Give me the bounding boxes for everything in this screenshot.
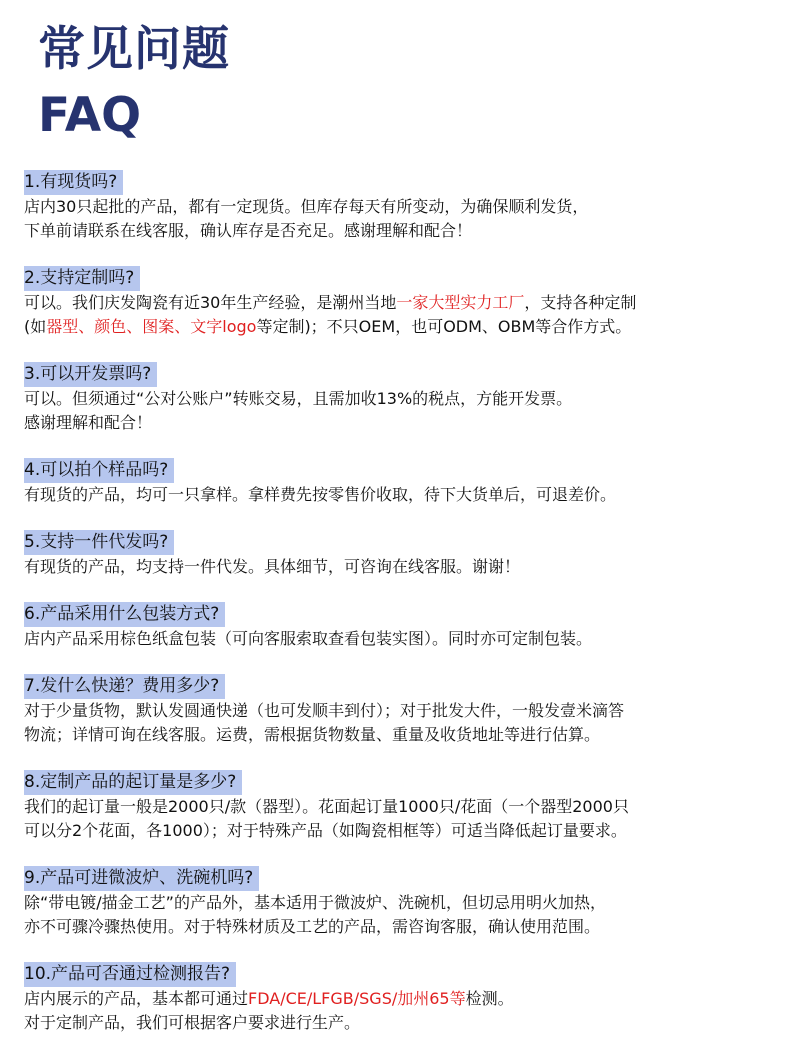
page-title: 常见问题 xyxy=(38,22,230,77)
answer-text: 店内展示的产品，基本都可通过 xyxy=(24,989,249,1008)
faq-question: 9.产品可进微波炉、洗碗机吗? xyxy=(24,866,259,891)
faq-answer-line xyxy=(24,219,794,243)
answer-text: 可以。我们庆发陶瓷有近30年生产经验，是潮州当地 xyxy=(24,293,397,312)
faq-question: 5.支持一件代发吗? xyxy=(24,530,174,555)
faq-answer-line xyxy=(24,699,794,723)
answer-text: 有现货的产品，均支持一件代发。具体细节，可咨询在线客服。谢谢！ xyxy=(24,557,521,576)
faq-answer-line xyxy=(24,483,794,507)
faq-question: 3.可以开发票吗? xyxy=(24,362,157,387)
faq-answer-line xyxy=(24,819,794,843)
faq-item xyxy=(24,602,794,651)
faq-answer-line xyxy=(24,723,794,747)
answer-text: 我们的起订量一般是2000只/款（器型）。花面起订量1000只/花面（一个器型2000只 xyxy=(24,797,629,816)
faq-item xyxy=(24,266,794,339)
answer-text: ，支持各种定制 xyxy=(524,293,637,312)
answer-text: 感谢理解和配合！ xyxy=(24,413,153,432)
faq-answer-line xyxy=(24,627,794,651)
answer-text: 店内30只起批的产品，都有一定现货。但库存每天有所变动，为确保顺利发货， xyxy=(24,197,589,216)
answer-text: 对于少量货物，默认发圆通快递（也可发顺丰到付）；对于批发大件，一般发壹米滴答 xyxy=(24,701,625,720)
answer-text: 除“带电镀/描金工艺”的产品外，基本适用于微波炉、洗碗机，但切忌用明火加热， xyxy=(24,893,606,912)
faq-item xyxy=(24,770,794,843)
faq-question: 6.产品采用什么包装方式? xyxy=(24,602,225,627)
faq-item xyxy=(24,674,794,747)
faq-answer-line xyxy=(24,411,794,435)
answer-text: 亦不可骤冷骤热使用。对于特殊材质及工艺的产品，需咨询客服，确认使用范围。 xyxy=(24,917,601,936)
faq-answer-line xyxy=(24,987,794,1011)
highlight-text: 器型、颜色、图案、文字logo xyxy=(46,317,257,336)
faq-question: 7.发什么快递？费用多少? xyxy=(24,674,225,699)
page-header xyxy=(38,20,230,146)
answer-text: 可以分2个花面，各1000）；对于特殊产品（如陶瓷相框等）可适当降低起订量要求。 xyxy=(24,821,627,840)
faq-answer-line xyxy=(24,1011,794,1035)
answer-text: 有现货的产品，均可一只拿样。拿样费先按零售价收取，待下大货单后，可退差价。 xyxy=(24,485,617,504)
faq-question: 1.有现货吗? xyxy=(24,170,123,195)
highlight-text: 一家大型实力工厂 xyxy=(396,293,525,312)
answer-text: 物流；详情可询在线客服。运费，需根据货物数量、重量及收货地址等进行估算。 xyxy=(24,725,601,744)
faq-item xyxy=(24,962,794,1035)
faq-item xyxy=(24,530,794,579)
faq-answer-line xyxy=(24,795,794,819)
faq-question: 10.产品可否通过检测报告? xyxy=(24,962,236,987)
faq-answer-line xyxy=(24,915,794,939)
faq-question: 4.可以拍个样品吗? xyxy=(24,458,174,483)
answer-text: 检测。 xyxy=(465,989,514,1008)
faq-answer-line xyxy=(24,891,794,915)
highlight-text: FDA/CE/LFGB/SGS/加州65等 xyxy=(248,989,466,1008)
faq-answer-line xyxy=(24,387,794,411)
faq-item xyxy=(24,866,794,939)
faq-item xyxy=(24,458,794,507)
faq-question: 8.定制产品的起订量是多少? xyxy=(24,770,242,795)
answer-text: 可以。但须通过“公对公账户”转账交易，且需加收13%的税点，方能开发票。 xyxy=(24,389,573,408)
faq-answer-line xyxy=(24,195,794,219)
answer-text: 对于定制产品，我们可根据客户要求进行生产。 xyxy=(24,1013,361,1032)
faq-answer-line xyxy=(24,555,794,579)
answer-text: 店内产品采用棕色纸盒包装（可向客服索取查看包装实图）。同时亦可定制包装。 xyxy=(24,629,593,648)
page-subtitle: FAQ xyxy=(38,88,142,143)
answer-text: 下单前请联系在线客服，确认库存是否充足。感谢理解和配合！ xyxy=(24,221,473,240)
faq-answer-line xyxy=(24,291,794,315)
answer-text: 等定制)；不只OEM，也可ODM、OBM等合作方式。 xyxy=(256,317,632,336)
faq-item xyxy=(24,170,794,243)
faq-question: 2.支持定制吗? xyxy=(24,266,140,291)
faq-item xyxy=(24,362,794,435)
faq-answer-line xyxy=(24,315,794,339)
answer-text: (如 xyxy=(24,317,47,336)
